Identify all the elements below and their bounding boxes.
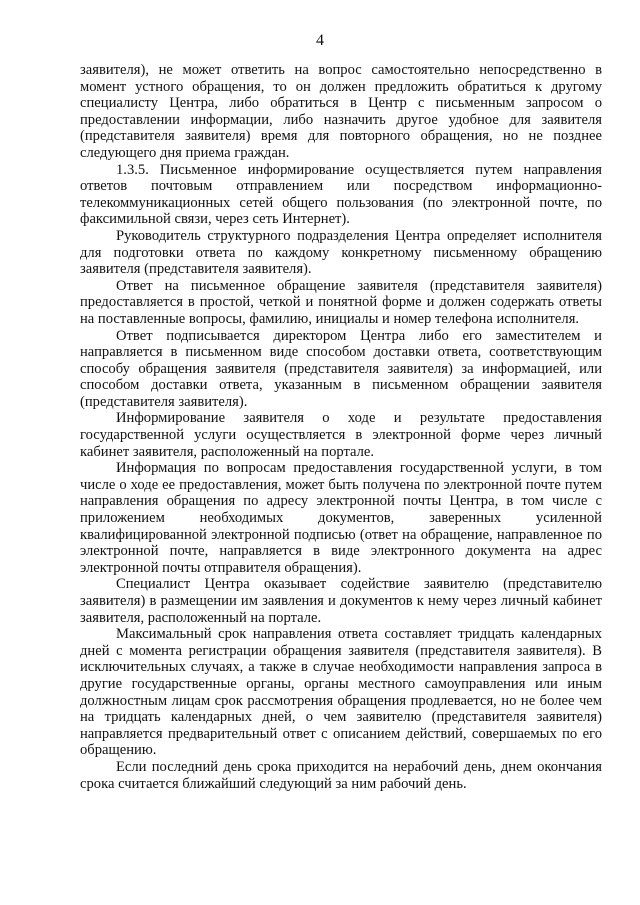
paragraph-response-deadline: Максимальный срок направления ответа составляет тридцать календарных дней с момента регистрации обращения заявителя (представителя заявителя). В исключительных случаях, а также в случае необходимости направления запроса в другие государственные органы, органы местного самоуправления или иным должностным лицам срок рассмотрения обращения продлевается, но не более чем на тридцать календарных дней, о чем заявителю (представителя заявителя) направляется предварительный ответ с описанием действий, совершаемых по его обращению.: [80, 626, 602, 759]
paragraph-continuation: заявителя), не может ответить на вопрос самостоятельно непосредственно в момент устного обращения, то он должен предложить обратиться к другому специалисту Центра, либо обратиться в Центр с письменным запросом о предоставлении информации, либо назначить другое удобное для заявителя (представителя заявителя) время для повторного обращения, но не позднее следующего дня приема граждан.: [80, 62, 602, 161]
paragraph-nonworking-day: Если последний день срока приходится на нерабочий день, днем окончания срока считается ближайший следующий за ним рабочий день.: [80, 758, 602, 792]
paragraph-specialist-assistance: Специалист Центра оказывает содействие заявителю (представителю заявителя) в размещении им заявления и документов к нему через личный кабинет заявителя, расположенный на портале.: [80, 576, 602, 626]
paragraph-electronic-informing: Информирование заявителя о ходе и результате предоставления государственной услуги осуществляется в электронной форме через личный кабинет заявителя, расположенный на портале.: [80, 410, 602, 460]
paragraph-response-form: Ответ на письменное обращение заявителя (представителя заявителя) предоставляется в простой, четкой и понятной форме и должен содержать ответы на поставленные вопросы, фамилию, инициалы и номер телефона исполнителя.: [80, 277, 602, 327]
paragraph-response-signing: Ответ подписывается директором Центра либо его заместителем и направляется в письменном виде способом доставки ответа, соответствующим способу обращения заявителя (представителя заявителя) за информацией, или способом доставки ответа, указанным в письменном обращении заявителя (представителя заявителя).: [80, 327, 602, 410]
paragraph-written-informing: 1.3.5. Письменное информирование осуществляется путем направления ответов почтовым отправлением или посредством информационно-телекоммуникационных сетей общего пользования (по электронной почте, по факсимильной связи, через сеть Интернет).: [80, 161, 602, 228]
paragraph-executor: Руководитель структурного подразделения Центра определяет исполнителя для подготовки ответа по каждому конкретному письменному обращению заявителя (представителя заявителя).: [80, 227, 602, 278]
page-number: 4: [316, 32, 324, 49]
paragraph-email-information: Информация по вопросам предоставления государственной услуги, в том числе о ходе ее предоставления, может быть получена по электронной почте путем направления обращения по адресу электронной почты Центра, в том числе с приложением необходимых документов, заверенных усиленной квалифицированной электронной подписью (ответ на обращение, направленное по электронной почте, направляется в виде электронного документа на адрес электронной почты отправителя обращения).: [80, 460, 602, 576]
document-body: [80, 62, 602, 792]
